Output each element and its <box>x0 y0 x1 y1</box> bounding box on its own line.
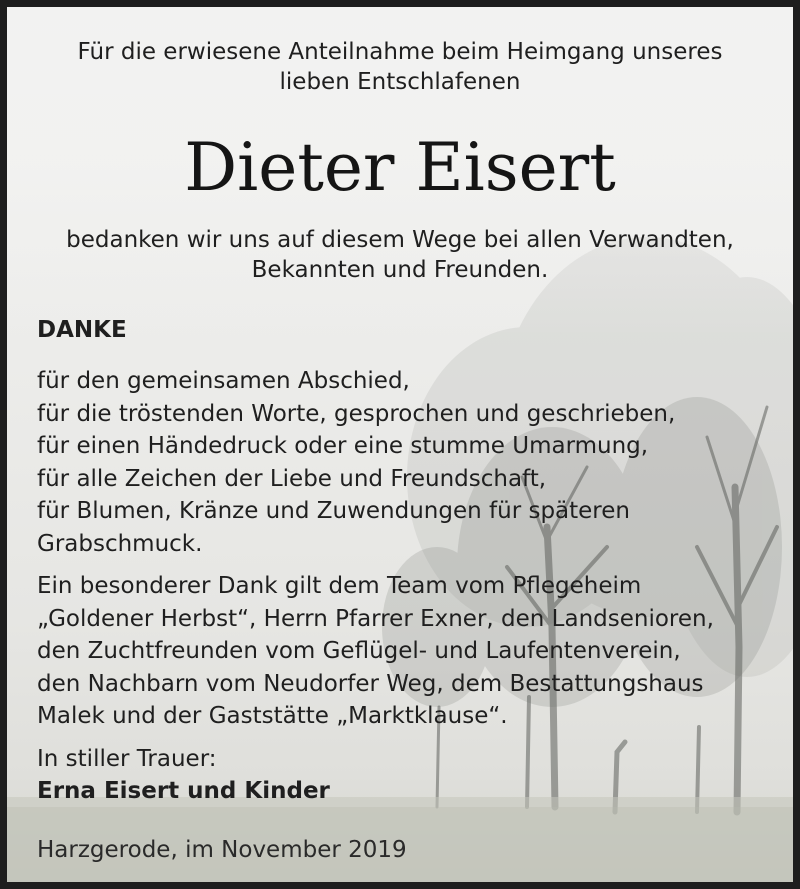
special-thanks <box>37 570 714 733</box>
intro-line: Für die erwiesene Anteilnahme beim Heimgang unseres <box>77 39 723 65</box>
place-date: Harzgerode, im November 2019 <box>37 837 407 863</box>
thanks-line: bedanken wir uns auf diesem Wege bei allen Verwandten, <box>66 227 734 253</box>
gratitude-line: Grabschmuck. <box>37 530 203 557</box>
mourner-names: Erna Eisert und Kinder <box>37 778 330 804</box>
gratitude-line: für die tröstenden Worte, gesprochen und geschrieben, <box>37 400 676 427</box>
gratitude-line: für den gemeinsamen Abschied, <box>37 368 410 394</box>
special-thanks-line: den Nachbarn vom Neudorfer Weg, dem Bestattungshaus <box>37 670 704 697</box>
special-thanks-line: Ein besonderer Dank gilt dem Team vom Pflegeheim <box>37 573 642 599</box>
gratitude-list <box>37 365 675 560</box>
deceased-name: Dieter Eisert <box>184 129 616 206</box>
intro-line: lieben Entschlafenen <box>279 69 521 95</box>
mourning-label: In stiller Trauer: <box>37 746 217 772</box>
intro-text <box>7 37 793 97</box>
mourning-block <box>37 743 330 807</box>
gratitude-line: für einen Händedruck oder eine stumme Umarmung, <box>37 433 649 459</box>
special-thanks-line: den Zuchtfreunden vom Geflügel- und Laufentenverein, <box>37 638 681 664</box>
thanks-text <box>7 225 793 285</box>
gratitude-line: für alle Zeichen der Liebe und Freundschaft, <box>37 465 547 492</box>
gratitude-line: für Blumen, Kränze und Zuwendungen für späteren <box>37 498 630 524</box>
special-thanks-line: Malek und der Gaststätte „Marktklause“. <box>37 703 508 729</box>
thanks-line: Bekannten und Freunden. <box>251 257 549 283</box>
special-thanks-line: „Goldener Herbst“, Herrn Pfarrer Exner, den Landsenioren, <box>37 605 714 632</box>
notice-text <box>7 7 793 882</box>
danke-heading: DANKE <box>37 317 127 343</box>
